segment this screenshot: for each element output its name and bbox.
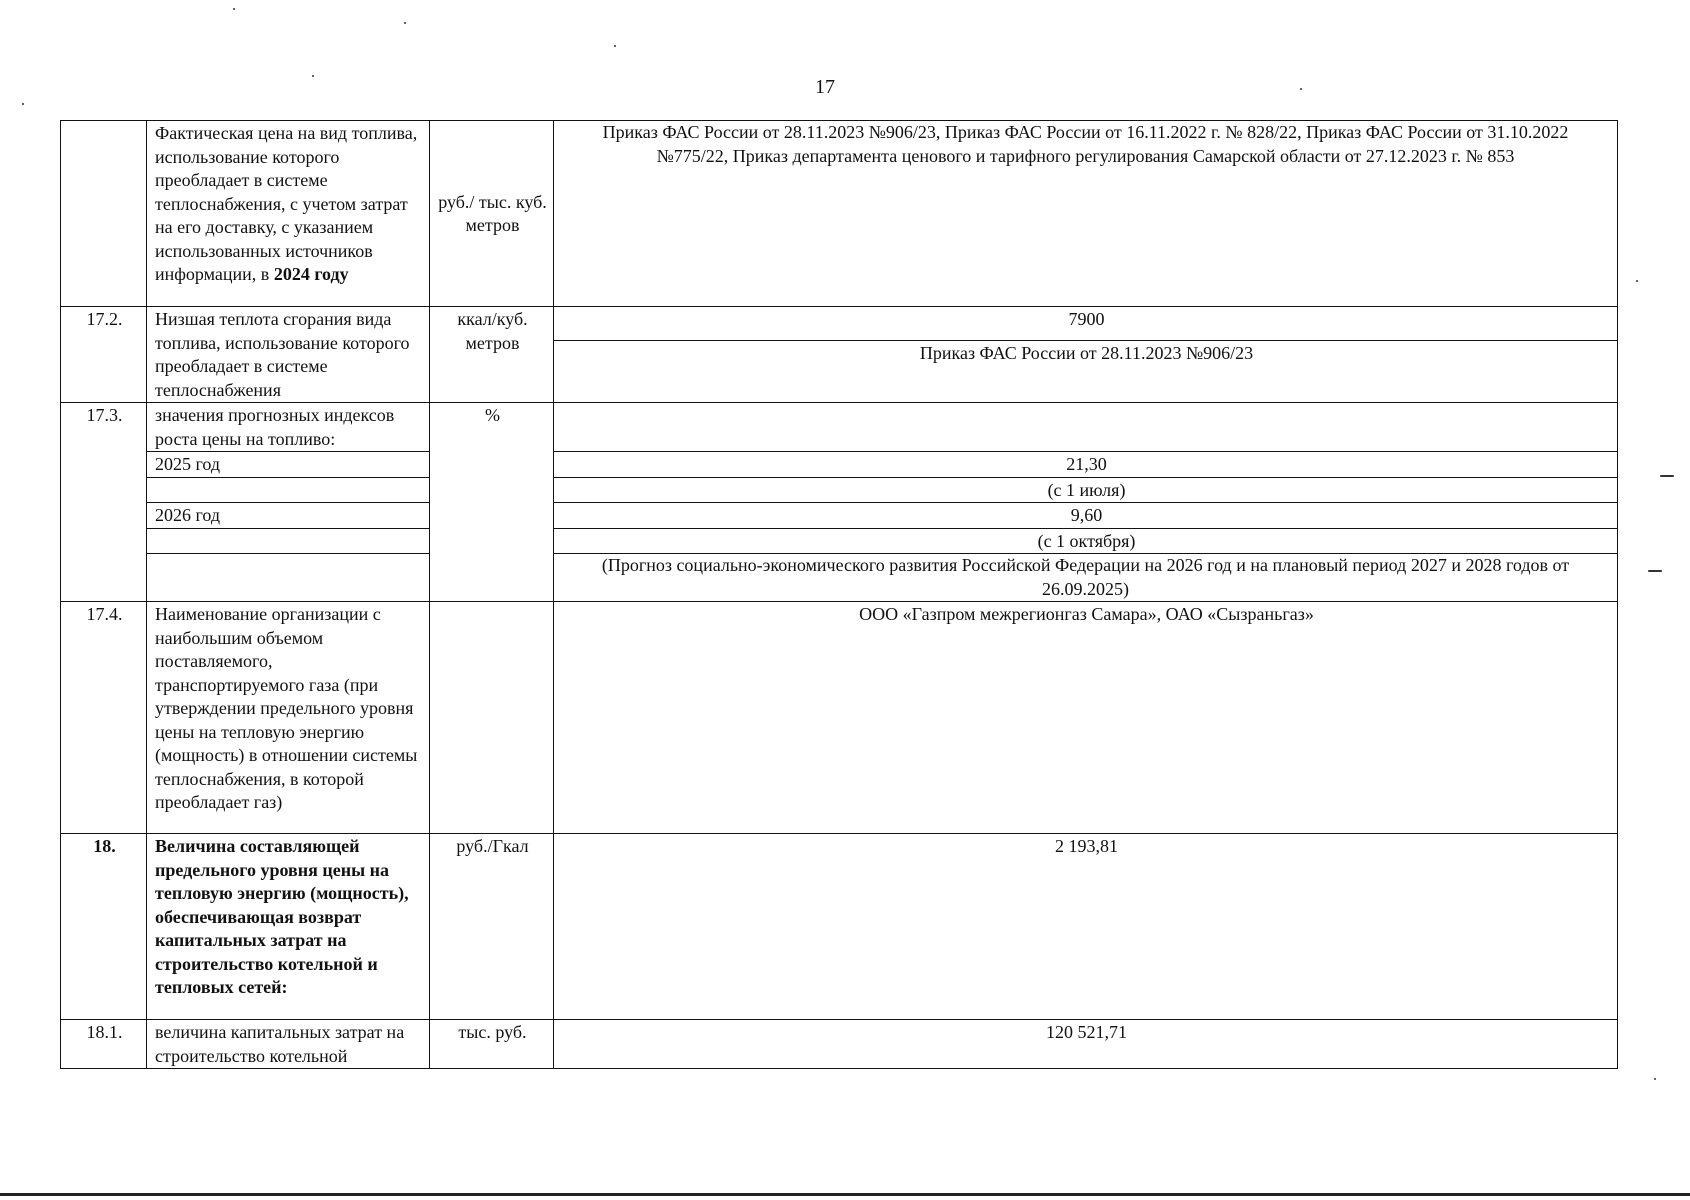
row-unit: руб./Гкал <box>430 834 554 1020</box>
tariff-table <box>60 120 1618 1069</box>
row-number: 18. <box>61 834 147 1020</box>
scan-speck <box>1300 88 1302 90</box>
row-number <box>61 121 147 307</box>
row-value: 7900 <box>554 307 1618 341</box>
table-row-forecast-source <box>61 554 1618 602</box>
table-row-2026-note <box>61 528 1618 554</box>
scan-speck <box>1654 1078 1656 1080</box>
row-value: 2 193,81 <box>554 834 1618 1020</box>
row-value-source: Приказ ФАС России от 28.11.2023 №906/23 <box>554 341 1618 403</box>
row-unit <box>430 602 554 834</box>
row-unit: руб./ тыс. куб. метров <box>430 121 554 307</box>
row-name: Низшая теплота сгорания вида топлива, использование которого преобладает в системе теплоснабжения <box>147 307 430 403</box>
row-value: ООО «Газпром межрегионгаз Самара», ОАО «Сызраньгаз» <box>554 602 1618 834</box>
table-row-fuel-price <box>61 121 1618 307</box>
scan-speck <box>404 22 406 24</box>
empty-cell <box>147 477 430 503</box>
empty-cell <box>147 554 430 602</box>
scan-speck <box>1660 475 1674 477</box>
row-unit: % <box>430 403 554 602</box>
row-value-empty <box>554 403 1618 452</box>
row-number: 17.4. <box>61 602 147 834</box>
row-unit: ккал/куб. метров <box>430 307 554 403</box>
row-source: (Прогноз социально-экономического развития Российской Федерации на 2026 год и на плановый период 2027 и 2028 годов от 26.09.2025) <box>554 554 1618 602</box>
row-unit: тыс. руб. <box>430 1020 554 1069</box>
table-row-2026 <box>61 503 1618 529</box>
row-value: 21,30 <box>554 452 1618 478</box>
table-row-17-3 <box>61 403 1618 452</box>
scan-speck <box>233 8 235 10</box>
row-note: (с 1 октября) <box>554 528 1618 554</box>
year-label: 2026 год <box>147 503 430 529</box>
row-name <box>147 121 430 307</box>
row-name-year: 2024 году <box>273 264 349 284</box>
row-number: 18.1. <box>61 1020 147 1069</box>
row-value: 120 521,71 <box>554 1020 1618 1069</box>
scan-speck <box>22 103 24 105</box>
row-number: 17.3. <box>61 403 147 602</box>
row-name: значения прогнозных индексов роста цены на топливо: <box>147 403 430 452</box>
row-name: величина капитальных затрат на строительство котельной <box>147 1020 430 1069</box>
row-value: Приказ ФАС России от 28.11.2023 №906/23, Приказ ФАС России от 16.11.2022 г. № 828/22, Приказ ФАС России от 31.10.2022 №775/22, Приказ департамента ценового и тарифного регулирования Самарской области от 27.12.2023 г. № 853 <box>554 121 1618 307</box>
row-name-text: Фактическая цена на вид топлива, использование которого преобладает в системе теплоснабжения, с учетом затрат на его доставку, с указанием использованных источников информации, в <box>155 123 418 284</box>
row-number: 17.2. <box>61 307 147 403</box>
row-note: (с 1 июля) <box>554 477 1618 503</box>
row-value: 9,60 <box>554 503 1618 529</box>
table-row-2025 <box>61 452 1618 478</box>
page-number: 17 <box>815 76 835 98</box>
empty-cell <box>147 528 430 554</box>
table-row-18-1 <box>61 1020 1618 1069</box>
table-row-2025-note <box>61 477 1618 503</box>
scan-bottom-edge <box>0 1193 1690 1196</box>
table-row-18 <box>61 834 1618 1020</box>
scan-speck <box>312 75 314 77</box>
row-name: Величина составляющей предельного уровня цены на тепловую энергию (мощность), обеспечивающая возврат капитальных затрат на строительство котельной и тепловых сетей: <box>147 834 430 1020</box>
scan-speck <box>614 45 616 47</box>
row-name: Наименование организации с наибольшим объемом поставляемого, транспортируемого газа (при утверждении предельного уровня цены на тепловую энергию (мощность) в отношении системы теплоснабжения, в которой преобладает газ) <box>147 602 430 834</box>
scan-speck <box>1648 570 1662 572</box>
table-row-17-4 <box>61 602 1618 834</box>
year-label: 2025 год <box>147 452 430 478</box>
table-row-17-2 <box>61 307 1618 341</box>
scan-speck <box>1636 280 1638 282</box>
